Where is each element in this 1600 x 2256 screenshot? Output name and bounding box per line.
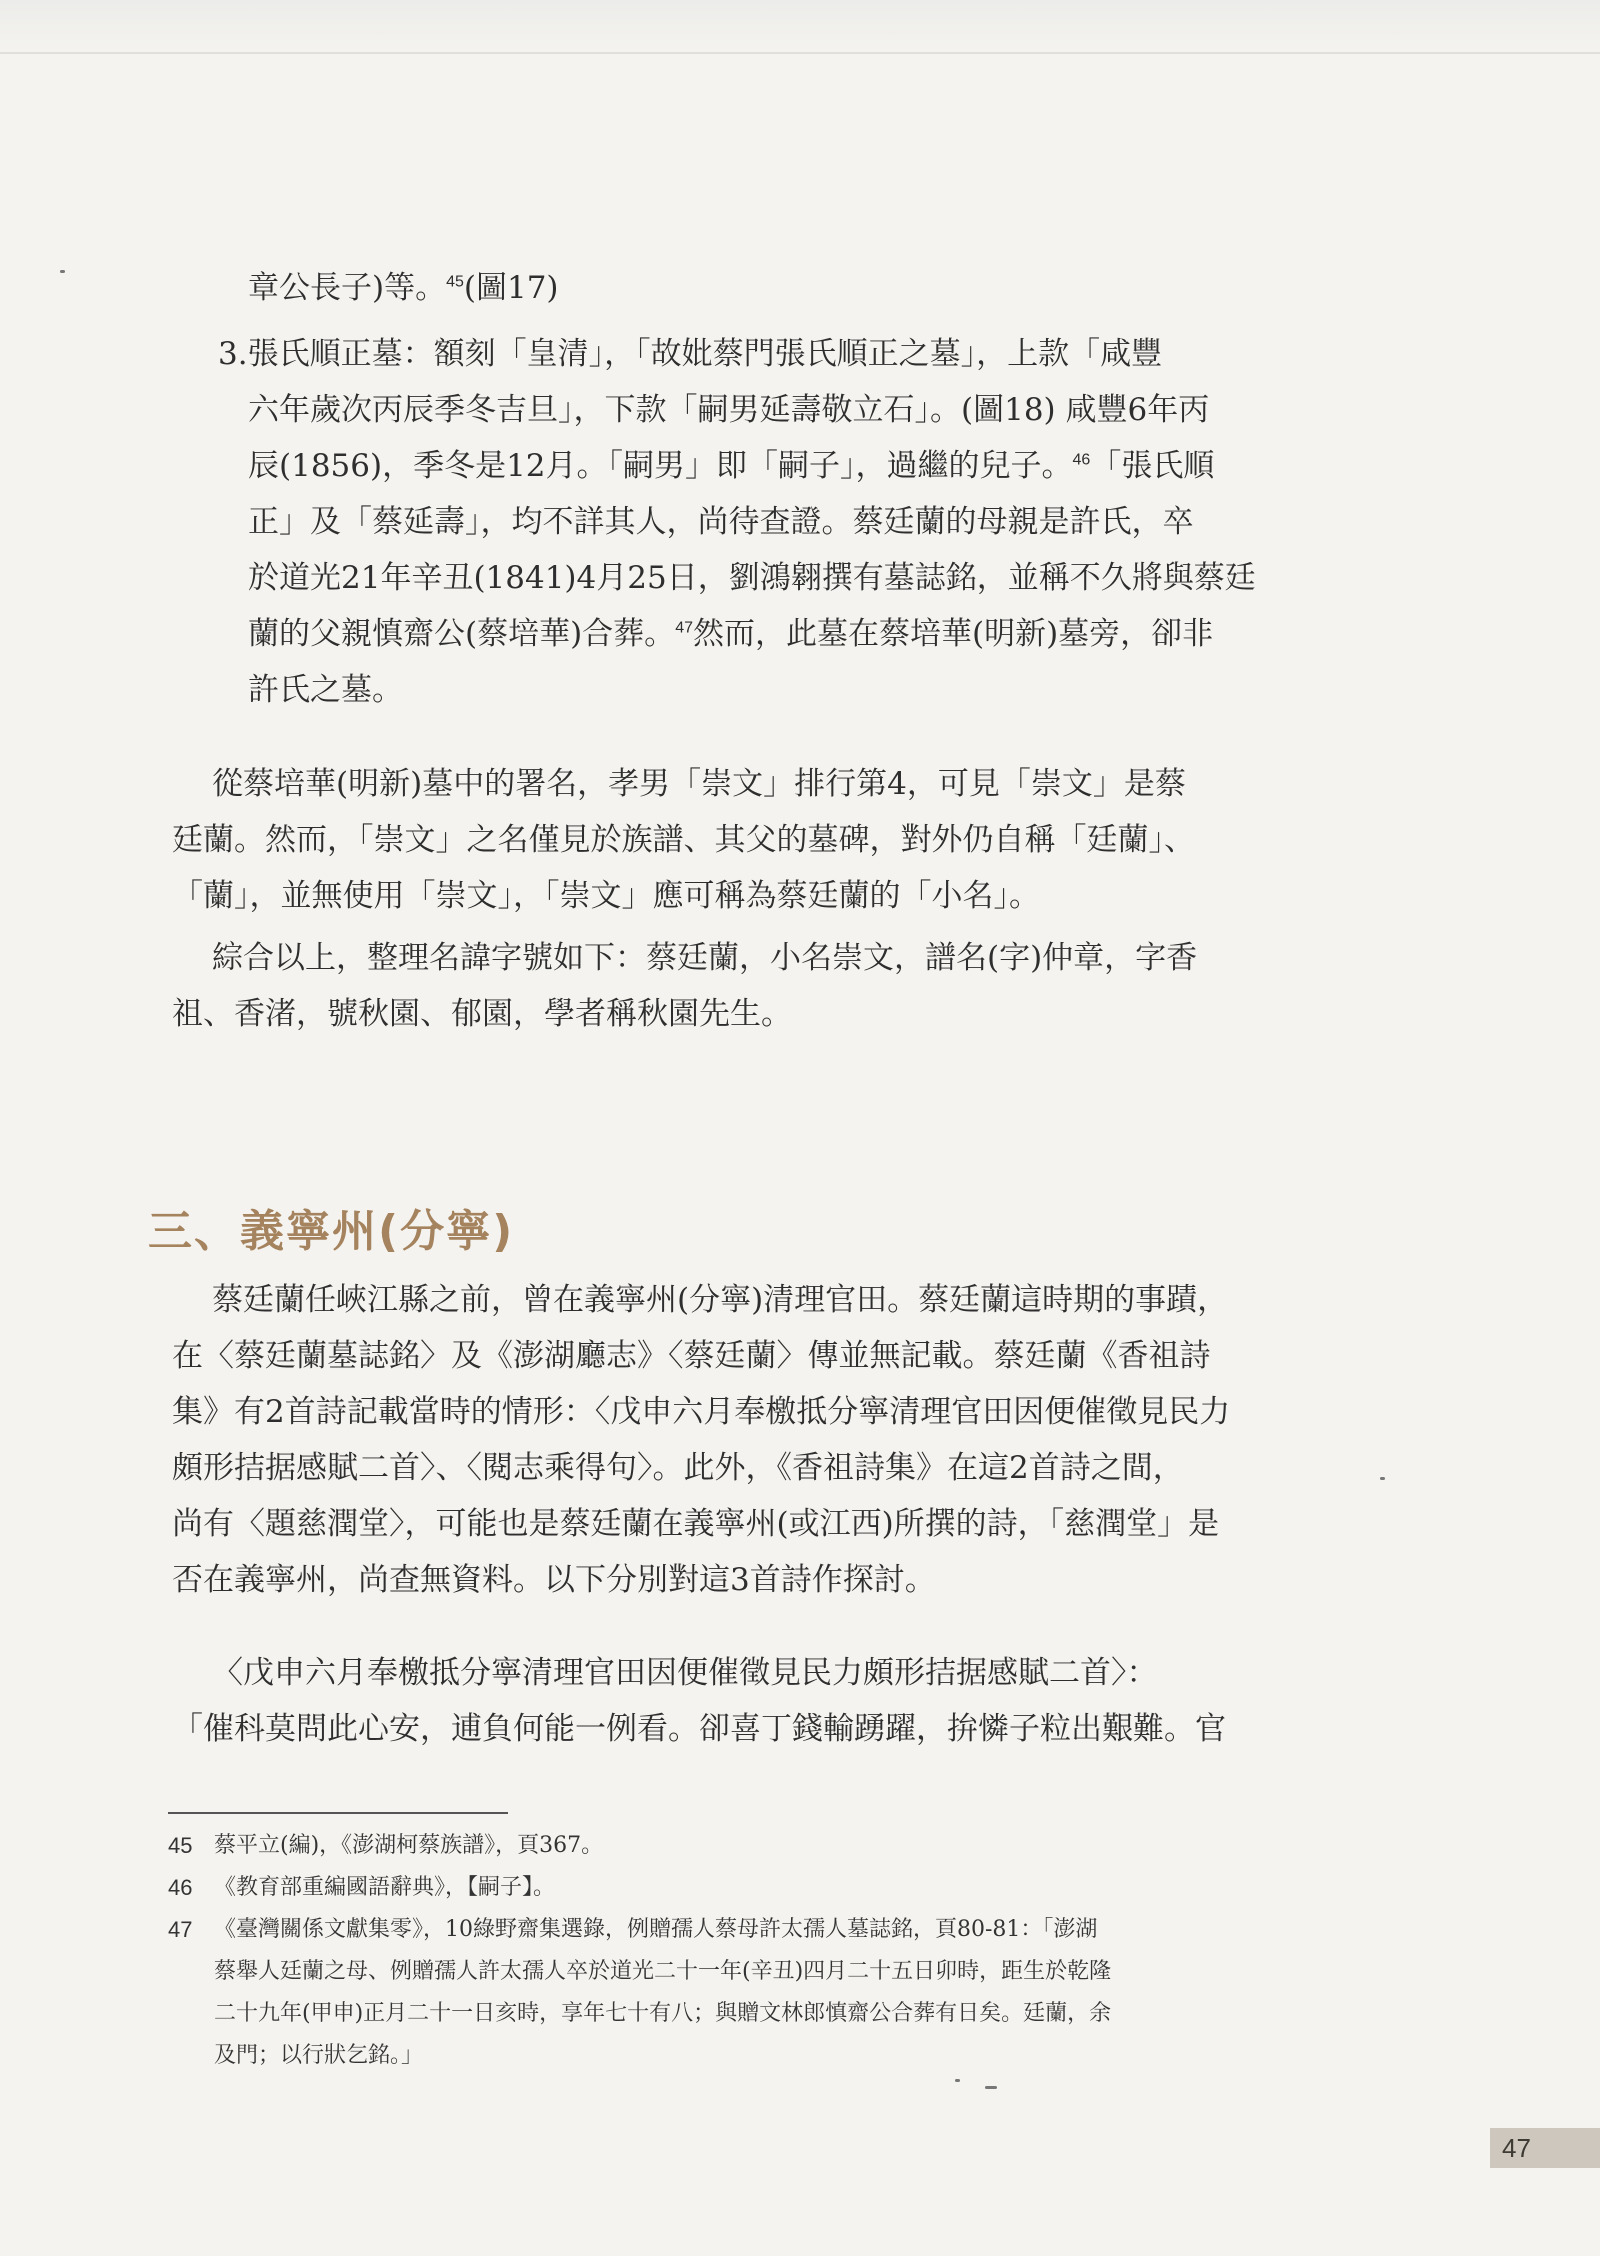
footnote-ref-45[interactable]: 45: [446, 273, 464, 291]
footnote-number: 46: [168, 1875, 193, 1900]
paragraph-line: 集》有2首詩記載當時的情形：〈戊申六月奉檄抵分寧清理官田因便催徵見民力: [172, 1394, 1231, 1430]
paragraph-summary: [172, 930, 1332, 1042]
paragraph-line: 頗形拮据感賦二首〉、〈閱志乘得句〉。此外，《香祖詩集》在這2首詩之間，: [172, 1450, 1184, 1486]
footnote-46: [168, 1867, 1338, 1909]
paragraph-line: 「蘭」，並無使用「崇文」，「崇文」應可稱為蔡廷蘭的「小名」。: [172, 878, 1040, 914]
paragraph-line: 祖、香渚，號秋園、郁園，學者稱秋園先生。: [172, 996, 792, 1032]
footnote-ref-47[interactable]: 47: [675, 619, 693, 637]
list-item-3-line: 許氏之墓。: [248, 672, 403, 708]
paragraph-line: 尚有〈題慈潤堂〉，可能也是蔡廷蘭在義寧州(或江西)所撰的詩，「慈潤堂」是: [172, 1506, 1220, 1542]
footnote-ref-46[interactable]: 46: [1072, 451, 1091, 469]
paragraph-line: 綜合以上，整理名諱字號如下：蔡廷蘭，小名崇文，譜名(字)仲章，字香: [212, 940, 1198, 976]
paragraph-poem: [172, 1645, 1332, 1757]
list-item-3-line: 「張氏順: [1090, 448, 1215, 484]
paragraph-line: 從蔡培華(明新)墓中的署名，孝男「崇文」排行第4，可見「崇文」是蔡: [212, 766, 1186, 802]
list-item-2-continuation: [248, 260, 1328, 316]
section-heading: 三、義寧州(分寧): [148, 1206, 515, 1257]
footnote-47: [168, 1909, 1338, 2077]
paragraph-line: 否在義寧州，尚查無資料。以下分別對這3首詩作探討。: [172, 1562, 936, 1598]
paragraph-line: 廷蘭。然而，「崇文」之名僅見於族譜、其父的墓碑，對外仍自稱「廷蘭」、: [172, 822, 1195, 858]
list-item-3-line: 然而，此墓在蔡培華(明新)墓旁，卻非: [692, 616, 1214, 652]
list-item-3-line: 正」及「蔡延壽」，均不詳其人，尚待查證。蔡廷蘭的母親是許氏，卒: [248, 504, 1194, 540]
scan-speck: [985, 2086, 997, 2089]
list-item-3-line: 於道光21年辛丑(1841)4月25日，劉鴻翱撰有墓誌銘，並稱不久將與蔡廷: [248, 560, 1256, 596]
paragraph-line: 蔡廷蘭任峽江縣之前，曾在義寧州(分寧)清理官田。蔡廷蘭這時期的事蹟，: [212, 1282, 1229, 1318]
paragraph-line: 在〈蔡廷蘭墓誌銘〉及《澎湖廳志》〈蔡廷蘭〉傳並無記載。蔡廷蘭《香祖詩: [172, 1338, 1211, 1374]
footnote-number: 47: [168, 1917, 193, 1942]
page-number: 47: [1490, 2128, 1600, 2168]
footnote-line: 蔡平立(編)，《澎湖柯蔡族譜》，頁367。: [214, 1833, 604, 1858]
footnote-line: 及門；以行狀乞銘。」: [214, 2043, 424, 2068]
paragraph-yining: [172, 1272, 1332, 1608]
footnotes: [168, 1825, 1338, 2077]
paragraph-line: 「催科莫問此心安，逋負何能一例看。卻喜丁錢輸踴躍，拚憐子粒出艱難。官: [172, 1711, 1226, 1747]
list-item-3: [218, 326, 1338, 718]
scan-speck: [955, 2079, 960, 2082]
footnote-line: 《臺灣關係文獻集零》，10綠野齋集選錄，例贈孺人蔡母許太孺人墓誌銘，頁80-81：「澎湖: [214, 1917, 1098, 1942]
scan-speck: [1380, 1477, 1385, 1480]
figure-ref-17: (圖17): [463, 270, 559, 306]
list-item-3-line: 辰(1856)，季冬是12月。「嗣男」即「嗣子」，過繼的兒子。: [248, 448, 1073, 484]
footnote-line: 二十九年(甲申)正月二十一日亥時，享年七十有八；與贈文林郎慎齋公合葬有日矣。廷蘭，余: [214, 2001, 1112, 2026]
footnote-number: 45: [168, 1833, 193, 1858]
list-item-3-line: 3.張氏順正墓：額刻「皇清」，「故妣蔡門張氏順正之墓」，上款「咸豐: [218, 336, 1163, 372]
footnote-line: 蔡舉人廷蘭之母、例贈孺人許太孺人卒於道光二十一年(辛丑)四月二十五日卯時，距生於乾隆: [214, 1959, 1112, 1984]
list-item-3-line: 蘭的父親慎齋公(蔡培華)合葬。: [248, 616, 676, 652]
footnote-divider: [168, 1812, 508, 1814]
paragraph-line: 〈戊申六月奉檄抵分寧清理官田因便催徵見民力頗形拮据感賦二首〉：: [212, 1655, 1158, 1691]
paragraph-chongwen: [172, 756, 1332, 924]
list-item-3-line: 六年歲次丙辰季冬吉旦」，下款「嗣男延壽敬立石」。(圖18) 咸豐6年丙: [248, 392, 1210, 428]
scan-speck: [60, 270, 65, 273]
continuation-text: 章公長子)等。: [248, 270, 447, 306]
footnote-45: [168, 1825, 1338, 1867]
footnote-line: 《教育部重編國語辭典》，【嗣子】。: [214, 1875, 556, 1900]
